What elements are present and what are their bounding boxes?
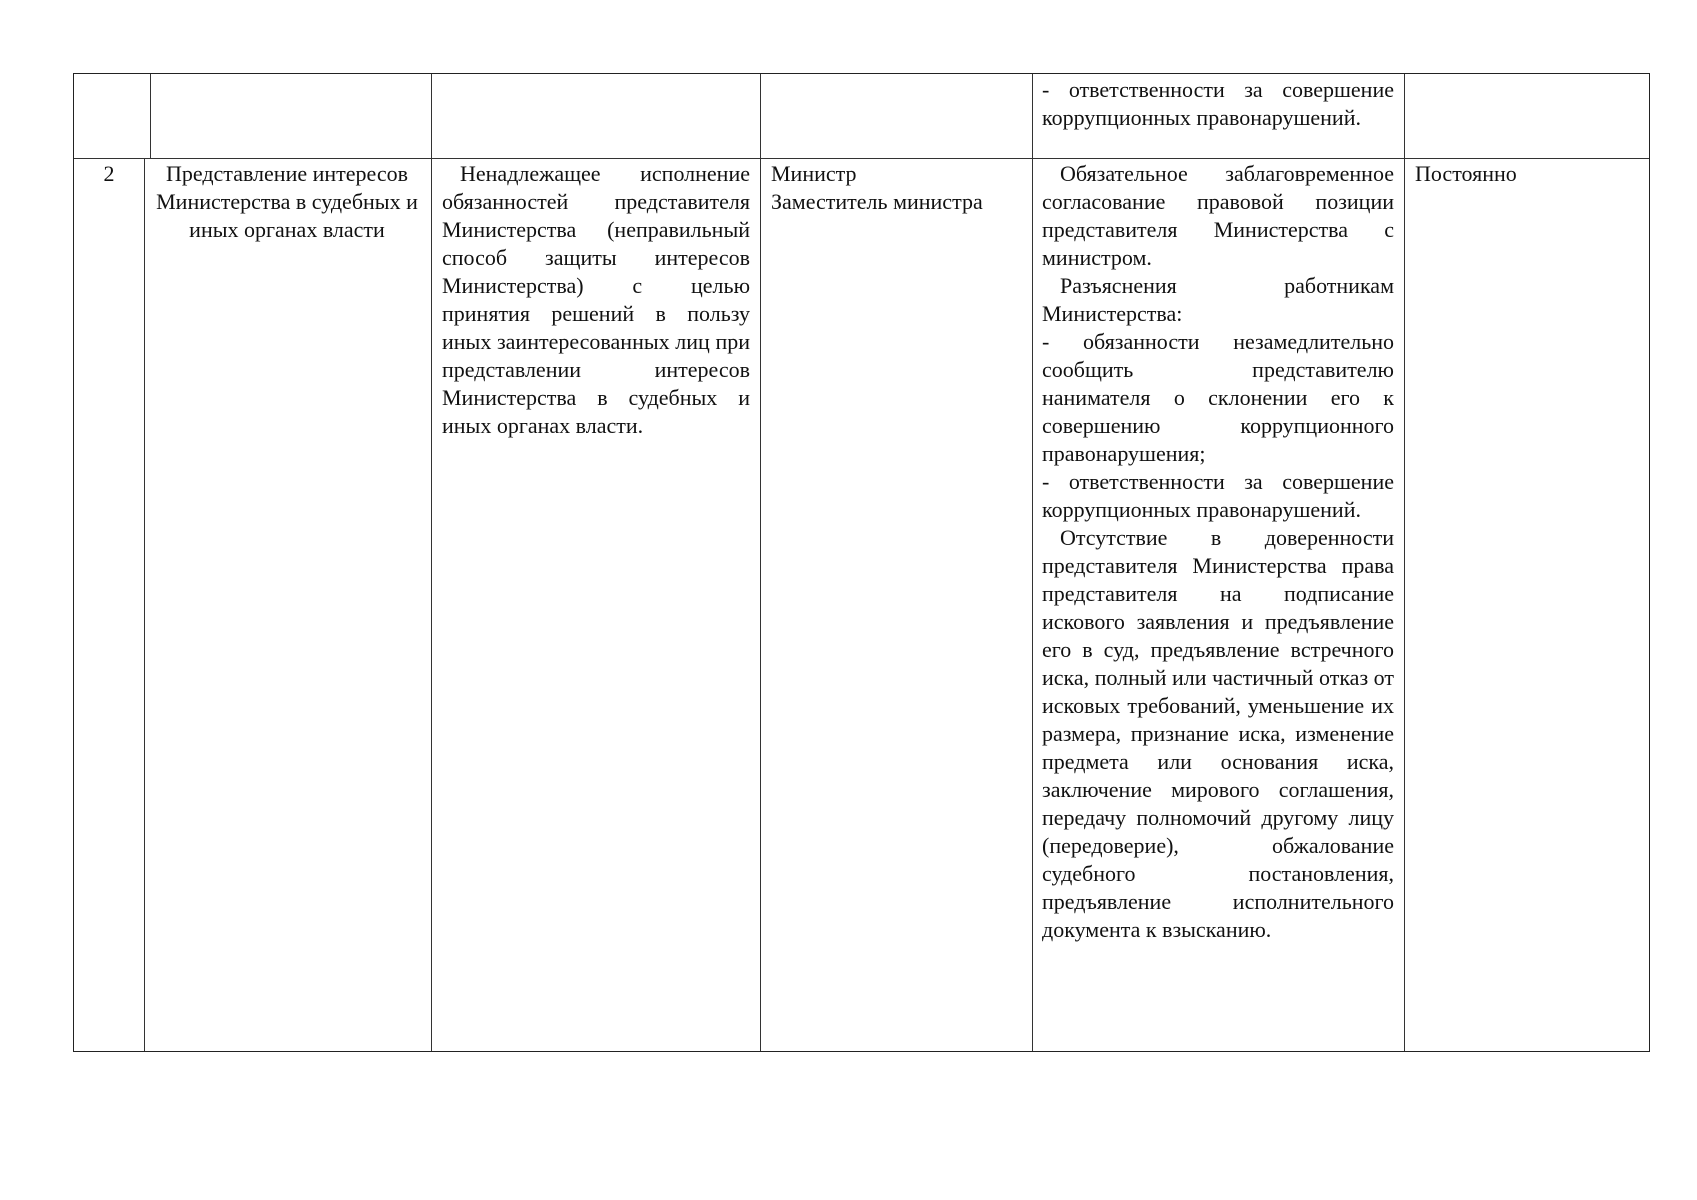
row-number: 2: [103, 161, 115, 186]
row-number-cell: [74, 160, 144, 188]
corruption-risk-table: [73, 73, 1650, 1052]
top-row-measures-cell: [1042, 76, 1394, 132]
process-text: Представление интересов Министерства в судебных и иных органах власти: [156, 161, 418, 242]
row-divider: [74, 158, 1649, 159]
measures-paragraph-1: Обязательное заблаговременное согласование правовой позиции представителя Министерства с министром.: [1042, 161, 1394, 270]
column-divider: [760, 74, 761, 1051]
deadline-text: Постоянно: [1415, 161, 1517, 186]
process-cell: [154, 160, 420, 244]
measures-paragraph-2-item-2: - ответственности за совершение коррупционных правонарушений.: [1042, 469, 1394, 522]
measures-cell: [1042, 160, 1394, 944]
positions-cell: [771, 160, 1026, 216]
column-divider: [1032, 74, 1033, 1051]
risk-text: Ненадлежащее исполнение обязанностей представителя Министерства (неправильный способ защиты интересов Министерства) с целью принятия решений в пользу иных заинтересованных лиц при представлении интересов Министерства в судебных и иных органах власти.: [442, 161, 750, 438]
column-divider: [144, 158, 145, 1051]
column-divider: [1404, 74, 1405, 1051]
measures-paragraph-2-intro: Разъяснения работникам Министерства:: [1042, 273, 1394, 326]
top-row-measures-text: - ответственности за совершение коррупционных правонарушений.: [1042, 77, 1394, 130]
column-divider: [431, 74, 432, 1051]
measures-paragraph-2-item-1: - обязанности незамедлительно сообщить представителю нанимателя о склонении его к совершению коррупционного правонарушения;: [1042, 329, 1394, 466]
column-divider: [150, 74, 151, 158]
measures-paragraph-3: Отсутствие в доверенности представителя Министерства права представителя на подписание искового заявления и предъявление его в суд, предъявление встречного иска, полный или частичный отказ от исковых требований, уменьшение их размера, признание иска, изменение предмета или основания иска, заключение мирового соглашения, передачу полномочий другому лицу (передоверие), обжалование судебного постановления, предъявление исполнительного документа к взысканию.: [1042, 525, 1394, 942]
position-minister: Министр: [771, 161, 857, 186]
position-deputy-minister: Заместитель министра: [771, 189, 983, 214]
deadline-cell: [1415, 160, 1645, 188]
risk-cell: [442, 160, 750, 440]
